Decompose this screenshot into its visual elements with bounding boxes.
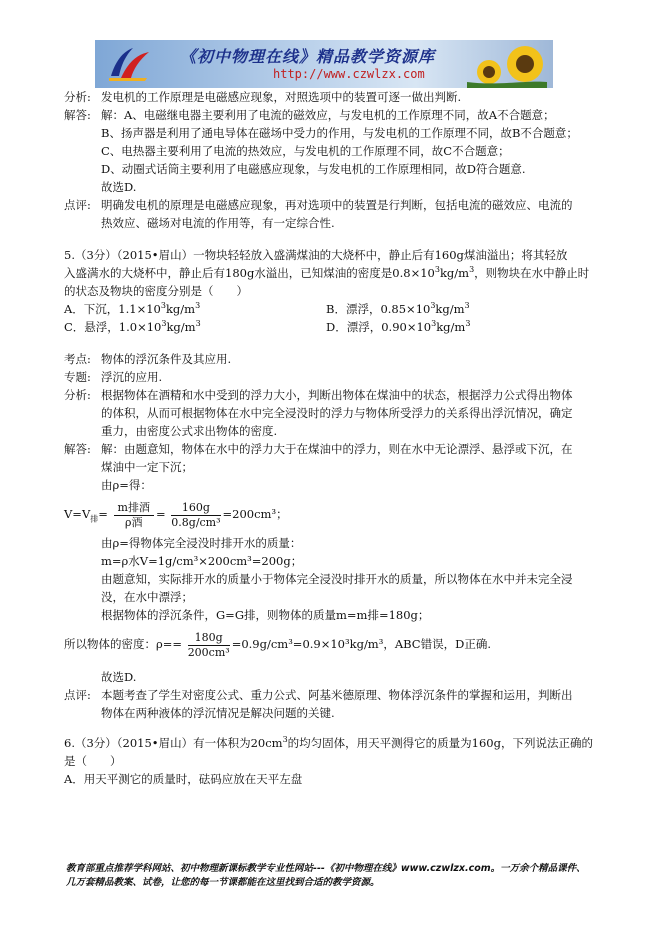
logo-icon	[107, 46, 151, 82]
q5-topic: 考点: 物体的浮沉条件及其应用.	[64, 352, 232, 366]
q4-analysis: 分析: 发电机的工作原理是电磁感应现象，对照选项中的装置可逐一做出判断.	[64, 90, 462, 104]
label: 解答:	[64, 442, 91, 456]
label: 分析:	[64, 90, 91, 104]
footer-line: 几万套精品教案、试卷，让您的每一节课都能在这里找到合适的教学资源。	[66, 877, 380, 888]
q5-special: 专题: 浮沉的应用.	[64, 370, 163, 384]
q6-option-a[interactable]: A．用天平测它的质量时，砝码应放在天平左盘	[64, 772, 303, 786]
answer-line: B、扬声器是利用了通电导体在磁场中受力的作用，与发电机的工作原理不同，故B不合题意；	[101, 126, 578, 140]
q5-answer: 解答: 解：由题意知，物体在水中的浮力大于在煤油中的浮力，则在水中无论漂浮、悬浮或下沉，在	[64, 442, 573, 456]
banner-url[interactable]: http://www.czwlzx.com	[273, 67, 425, 81]
answer-line: 解：A、电磁继电器主要利用了电流的磁效应，与发电机的工作原理不同，故A不合题意；	[101, 108, 555, 122]
footer	[66, 862, 606, 890]
label: 考点:	[64, 352, 91, 366]
answer-line: 故选D.	[101, 180, 137, 194]
q5-options	[64, 300, 594, 318]
formula-volume: $V=V_排=$ $\frac{\text{m排酒}}{\text{ρ酒}}$ = $\frac{160g}{\text{0.8g/cm³}}$ =200cm³；	[64, 500, 288, 529]
header-banner	[95, 40, 553, 88]
answer-line: D、动圈式话筒主要利用了电磁感应现象，与发电机的工作原理相同，故D符合题意.	[101, 162, 526, 176]
q4-comment: 点评: 明确发电机的原理是电磁感应现象，再对选项中的装置是行判断，包括电流的磁效应、电流的	[64, 198, 573, 212]
option-d[interactable]: D．漂浮，$0.90\times 10^3kg/m^3$	[326, 319, 471, 334]
banner-title: 《初中物理在线》精品教学资源库	[180, 47, 436, 66]
label: 解答:	[64, 108, 91, 122]
q4-answer	[64, 106, 594, 124]
q5-stem: 5.（3分）（2015•眉山）一物块轻轻放入盛满煤油的大烧杯中，静止后有160g煤油溢出；将其轻放	[64, 248, 568, 262]
document-body: 分析: 发电机的工作原理是电磁感应现象，对照选项中的装置可逐一做出判断. 解答: 解：A、电磁继电器主要利用了电流的磁效应，与发电机的工作原理不同，故A不合题意； B、扬声器是利用了通电导体在磁场中受力的作用，与发电机的工作原理不同，故B不合题意； C、电热器主要利用了电流的热效应，与发电机的工作原理不同，故C不合题意； D、动圈式话筒主要利用了电磁感应现象，与发电机的工作原理相同，故D符合题意. 故选D. 点评: 明确发电机的原理是电磁感应现象，再对选项中的装置是行判断，包括电流的磁效应、电流的 热效应、磁场对电流的作用等，有一定综合性. 5.（3分）（2015•眉山）一物块轻轻放入盛满煤油的大烧杯中，静止后有160g煤油溢出；将其轻放 入盛满水的大烧杯中，静止后有180g水溢出，已知煤油的密度是$0.8\times 10^3kg/m^3$，则物块在水中静止时 的状态及物块的密度分别是（ ） A．下沉，$1.1\times 10^3kg/m^3$ B．漂浮，$0.85\times 10^3kg/m^3$ C．悬浮，$1.0\times 10^3kg/m^3$ D．漂浮，$0.90\times 10^3kg/m^3$ 考点: 物体的浮沉条件及其应用. 专题: 浮沉的应用. 分析: 根据物体在酒精和水中受到的浮力大小，判断出物体在煤油中的状态，根据浮力公式得出物体 的体积，从而可根据物体在水中完全浸没时的浮力与物体所受浮力的关系得出浮沉情况，确定 重力，由密度公式求出物体的密度. 解答: 解：由题意知，物体在水中的浮力大于在煤油中的浮力，则在水中无论漂浮、悬浮或下沉，在 煤油中一定下沉； 由ρ=得： $V=V_排=$ $\frac{\text{m排酒}}{\text{ρ酒}}$ = $\frac{160g}{\text{0.8g/cm³}}$ =200cm³； 由ρ=得物体完全浸没时排开水的质量： m=ρ水V=1g/cm³×200cm³=200g； 由题意知，实际排开水的质量小于物体完全浸没时排开水的质量，所以物体在水中并未完全浸 没，在水中漂浮； 根据物体的浮沉条件，G=G排，则物体的质量m=m排=180g； 所以物体的密度：ρ== $\frac{180g}{\text{200cm³}}$ =0.9g/cm³=0.9×10³kg/m³，ABC错误，D正确. 故选D. 点评: 本题考查了学生对密度公式、重力公式、阿基米德原理、物体浮沉条件的掌握和运用，判断出 物体在两种液体的浮沉情况是解决问题的关键. 6.（3分）（2015•眉山）有一体积为$20cm^3$的均匀固体，用天平测得它的质量为160g，下列说法正确的 是（ ） A．用天平测它的质量时，砝码应放在天平左盘	[64, 90, 593, 786]
label: 点评:	[64, 198, 91, 212]
q6-stem: 6.（3分）（2015•眉山）有一体积为$20cm^3$的均匀固体，用天平测得它的质量为160g，下列说法正确的	[64, 735, 593, 750]
sunflower-icon	[467, 42, 547, 88]
footer-line: 教育部重点推荐学科网站、初中物理新课标教学专业性网站---《初中物理在线》www.czwlzx.com。一万余个精品课件、	[66, 863, 586, 874]
label: 点评:	[64, 688, 91, 702]
option-b[interactable]: B．漂浮，$0.85\times 10^3kg/m^3$	[326, 301, 470, 316]
option-a[interactable]: A．下沉，$1.1\times 10^3kg/m^3$	[64, 301, 201, 316]
formula-density: 所以物体的密度：ρ== $\frac{180g}{\text{200cm³}}$ =0.9g/cm³=0.9×10³kg/m³，ABC错误，D正确.	[64, 630, 491, 659]
option-c[interactable]: C．悬浮，$1.0\times 10^3kg/m^3$	[64, 319, 201, 334]
q5-comment: 点评: 本题考查了学生对密度公式、重力公式、阿基米德原理、物体浮沉条件的掌握和运用，判断出	[64, 688, 573, 702]
label: 分析:	[64, 388, 91, 402]
label: 专题:	[64, 370, 91, 384]
q5-analysis: 分析: 根据物体在酒精和水中受到的浮力大小，判断出物体在煤油中的状态，根据浮力公式得出物体	[64, 388, 573, 402]
answer-line: C、电热器主要利用了电流的热效应，与发电机的工作原理不同，故C不合题意；	[101, 144, 510, 158]
